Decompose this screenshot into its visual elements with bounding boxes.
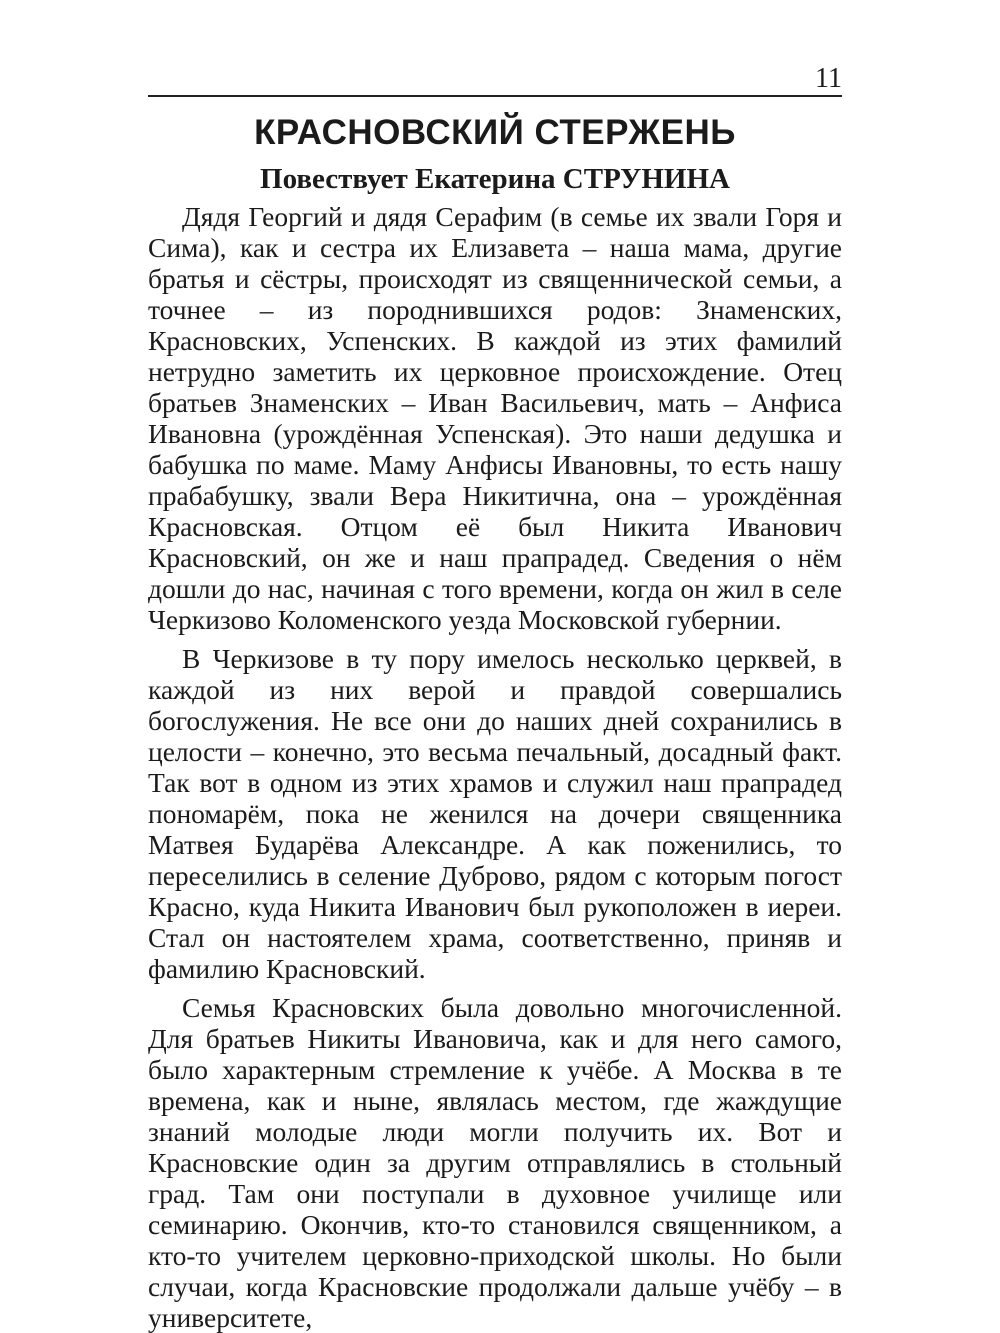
page-number: 11 [815,63,842,94]
chapter-title: КРАСНОВСКИЙ СТЕРЖЕНЬ [254,113,736,152]
paragraph-2: В Черкизове в ту пору имелось несколько церквей, в каждой из них верой и правдой совершались богослужения. Не все они до наших дней сохранились в целости – конечно, это весьма печальный, досадный факт. Так вот в одном из этих храмов и служил наш прапрадед пономарём, пока не женился на дочери священника Матвея Бударёва Александре. А как поженились, то переселились в селение Дуброво, рядом с которым погост Красно, куда Никита Иванович был рукоположен в иереи. Стал он настоятелем храма, соответственно, приняв и фамилию Красновский. [148,643,842,984]
running-head [148,55,842,97]
narrator-subtitle: Повествует Екатерина СТРУНИНА [260,163,730,195]
paragraph-3: Семья Красновских была довольно многочисленной. Для братьев Никиты Ивановича, как и для него самого, было характерным стремление к учёбе. А Москва в те времена, как и ныне, являлась местом, где жаждущие знаний молодые люди могли получить их. Вот и Красновские один за другим отправлялись в стольный град. Там они поступали в духовное училище или семинарию. Окончив, кто-то становился священником, а кто-то учителем церковно-приходской школы. Но были случаи, когда Красновские продолжали дальше учёбу – в университете, [148,992,842,1333]
body-text [148,201,842,1333]
book-page [148,55,842,1333]
paragraph-1: Дядя Георгий и дядя Серафим (в семье их звали Горя и Сима), как и сестра их Елизавета – наша мама, другие братья и сёстры, происходят из священнической семьи, а точнее – из породнившихся родов: Знаменских, Красновских, Успенских. В каждой из этих фамилий нетрудно заметить их церковное происхождение. Отец братьев Знаменских – Иван Васильевич, мать – Анфиса Ивановна (урождённая Успенская). Это наши дедушка и бабушка по маме. Маму Анфисы Ивановны, то есть нашу прабабушку, звали Вера Никитична, она – урождённая Красновская. Отцом её был Никита Иванович Красновский, он же и наш прапрадед. Сведения о нём дошли до нас, начиная с того времени, когда он жил в селе Черкизово Коломенского уезда Московской губернии. [148,201,842,635]
